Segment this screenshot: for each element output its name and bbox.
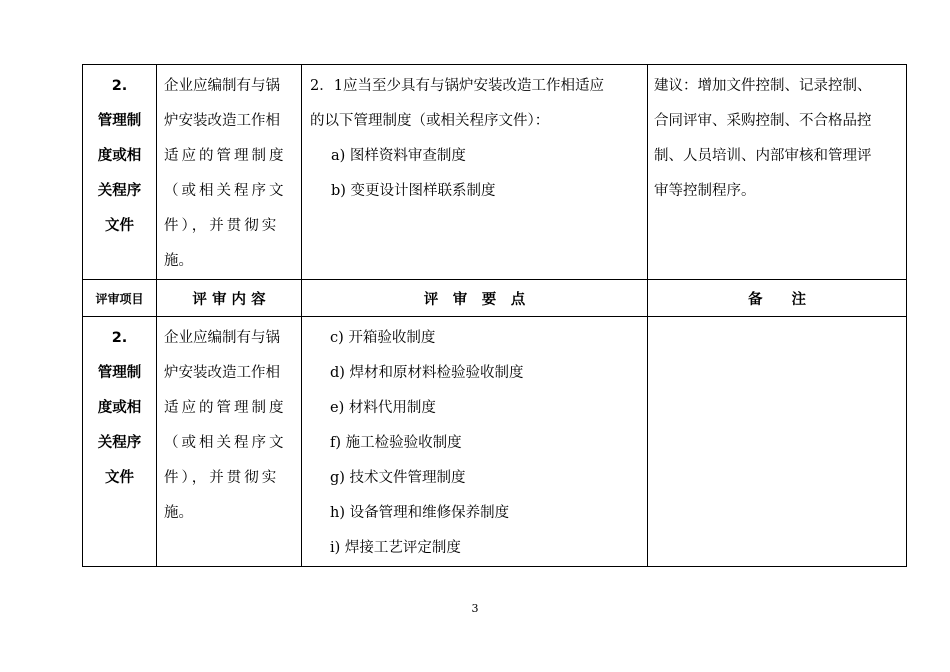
remark-cell — [648, 317, 907, 567]
content-line: 企业应编制有与锅 — [164, 78, 280, 94]
remark — [648, 65, 906, 209]
point-item: i) 焊接工艺评定制度 — [330, 540, 461, 556]
point-item: g) 技术文件管理制度 — [330, 470, 466, 486]
item-number: 2. — [111, 330, 128, 346]
review-content — [157, 65, 301, 279]
content-line: 适应的管理制度 — [164, 148, 287, 164]
review-item — [83, 321, 156, 496]
header-review-item: 评审项目 — [83, 280, 157, 317]
header-review-content: 评 审 内 容 — [157, 280, 302, 317]
header-remark: 备 注 — [648, 280, 907, 317]
item-text-line: 管理制 — [97, 113, 142, 129]
content-line: 件），并贯彻实 — [164, 470, 280, 486]
content-line: 炉安装改造工作相 — [164, 113, 280, 129]
item-text-line: 管理制 — [97, 365, 142, 381]
remark — [648, 317, 906, 321]
review-points-cell — [302, 65, 648, 280]
content-line: 施。 — [164, 253, 193, 269]
remark-line: 审等控制程序。 — [654, 183, 756, 199]
item-text-line: 度或相 — [97, 400, 142, 416]
remark-line: 建议：增加文件控制、记录控制、 — [654, 78, 872, 94]
points-intro-line: 2．1应当至少具有与锅炉安装改造工作相适应 — [310, 78, 604, 94]
review-item-cell — [83, 317, 157, 567]
point-item: a) 图样资料审查制度 — [331, 148, 466, 164]
point-item: h) 设备管理和维修保养制度 — [330, 505, 510, 521]
content-line: 炉安装改造工作相 — [164, 365, 280, 381]
review-table — [82, 64, 907, 567]
item-text-line: 关程序 — [97, 183, 142, 199]
item-text-line: 文件 — [105, 470, 134, 486]
content-line: 件），并贯彻实 — [164, 218, 280, 234]
review-item — [83, 69, 156, 244]
point-item: f) 施工检验验收制度 — [330, 435, 462, 451]
content-line: 企业应编制有与锅 — [164, 330, 280, 346]
review-points-cell — [302, 317, 648, 567]
content-line: （或相关程序文 — [164, 435, 287, 451]
header-review-points: 评 审 要 点 — [302, 280, 648, 317]
point-item: c) 开箱验收制度 — [330, 330, 436, 346]
review-item-cell — [83, 65, 157, 280]
item-text-line: 度或相 — [97, 148, 142, 164]
table-row — [83, 65, 907, 280]
remark-cell — [648, 65, 907, 280]
remark-line: 合同评审、采购控制、不合格品控 — [654, 113, 872, 129]
review-content-cell — [157, 317, 302, 567]
points-intro-line: 的以下管理制度（或相关程序文件）： — [310, 113, 550, 129]
point-item: e) 材料代用制度 — [330, 400, 436, 416]
review-content-cell — [157, 65, 302, 280]
point-item: d) 焊材和原材料检验验收制度 — [330, 365, 524, 381]
content-line: 施。 — [164, 505, 193, 521]
table-row — [83, 317, 907, 567]
item-number: 2. — [111, 78, 128, 94]
item-text-line: 文件 — [105, 218, 134, 234]
review-content — [157, 317, 301, 531]
point-item: b) 变更设计图样联系制度 — [331, 183, 496, 199]
review-points — [302, 65, 647, 209]
page-number: 3 — [471, 602, 479, 615]
content-line: （或相关程序文 — [164, 183, 287, 199]
table-header-row — [83, 280, 907, 317]
review-points — [302, 317, 647, 566]
remark-line: 制、人员培训、内部审核和管理评 — [654, 148, 872, 164]
item-text-line: 关程序 — [97, 435, 142, 451]
content-line: 适应的管理制度 — [164, 400, 287, 416]
